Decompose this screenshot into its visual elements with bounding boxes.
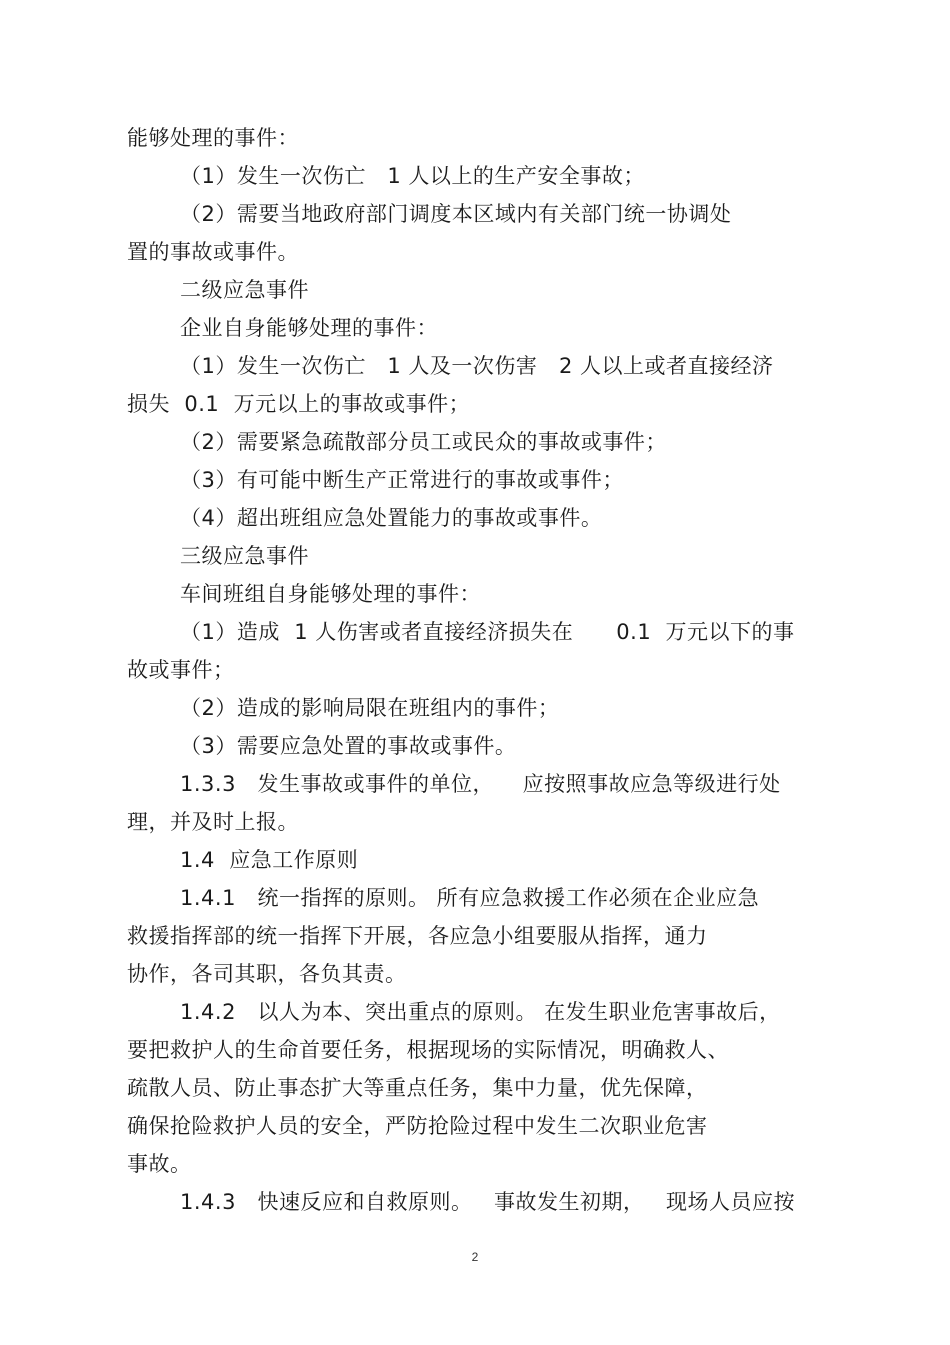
text-line: 损失 0.1 万元以上的事故或事件； bbox=[127, 392, 471, 416]
text-line: 理，并及时上报。 bbox=[127, 810, 299, 834]
text-line: 要把救护人的生命首要任务，根据现场的实际情况，明确救人、 bbox=[127, 1038, 729, 1062]
section-heading: 三级应急事件 bbox=[180, 544, 309, 568]
text-line: 置的事故或事件。 bbox=[127, 240, 299, 264]
text-line: （3）需要应急处置的事故或事件。 bbox=[180, 734, 517, 758]
text-line: 确保抢险救护人员的安全，严防抢险过程中发生二次职业危害 bbox=[127, 1114, 708, 1138]
text-line: （4）超出班组应急处置能力的事故或事件。 bbox=[180, 506, 603, 530]
text-line: 车间班组自身能够处理的事件： bbox=[180, 582, 481, 606]
text-line: （3）有可能中断生产正常进行的事故或事件； bbox=[180, 468, 624, 492]
text-line: 故或事件； bbox=[127, 658, 235, 682]
text-line: （1）发生一次伤亡 1 人以上的生产安全事故； bbox=[180, 164, 645, 188]
text-line: 疏散人员、防止事态扩大等重点任务，集中力量，优先保障， bbox=[127, 1076, 708, 1100]
text-line: 1.3.3 发生事故或事件的单位， 应按照事故应急等级进行处 bbox=[180, 772, 781, 796]
text-line: （2）造成的影响局限在班组内的事件； bbox=[180, 696, 560, 720]
text-line: 1.4.3 快速反应和自救原则。 事故发生初期， 现场人员应按 bbox=[180, 1190, 796, 1214]
text-line: 企业自身能够处理的事件： bbox=[180, 316, 438, 340]
text-line: （1）发生一次伤亡 1 人及一次伤害 2 人以上或者直接经济 bbox=[180, 354, 774, 378]
section-heading: 二级应急事件 bbox=[180, 278, 309, 302]
text-line: （2）需要当地政府部门调度本区域内有关部门统一协调处 bbox=[180, 202, 732, 226]
page-number: 2 bbox=[471, 1250, 479, 1264]
text-line: 协作，各司其职，各负其责。 bbox=[127, 962, 407, 986]
text-line: 事故。 bbox=[127, 1152, 192, 1176]
text-line: （2）需要紧急疏散部分员工或民众的事故或事件； bbox=[180, 430, 667, 454]
section-heading: 1.4 应急工作原则 bbox=[180, 848, 359, 872]
text-line: 能够处理的事件： bbox=[127, 126, 299, 150]
text-line: 1.4.2 以人为本、突出重点的原则。 在发生职业危害事故后， bbox=[180, 1000, 781, 1024]
text-line: 1.4.1 统一指挥的原则。 所有应急救援工作必须在企业应急 bbox=[180, 886, 760, 910]
text-line: （1）造成 1 人伤害或者直接经济损失在 0.1 万元以下的事 bbox=[180, 620, 795, 644]
text-line: 救援指挥部的统一指挥下开展，各应急小组要服从指挥，通力 bbox=[127, 924, 708, 948]
